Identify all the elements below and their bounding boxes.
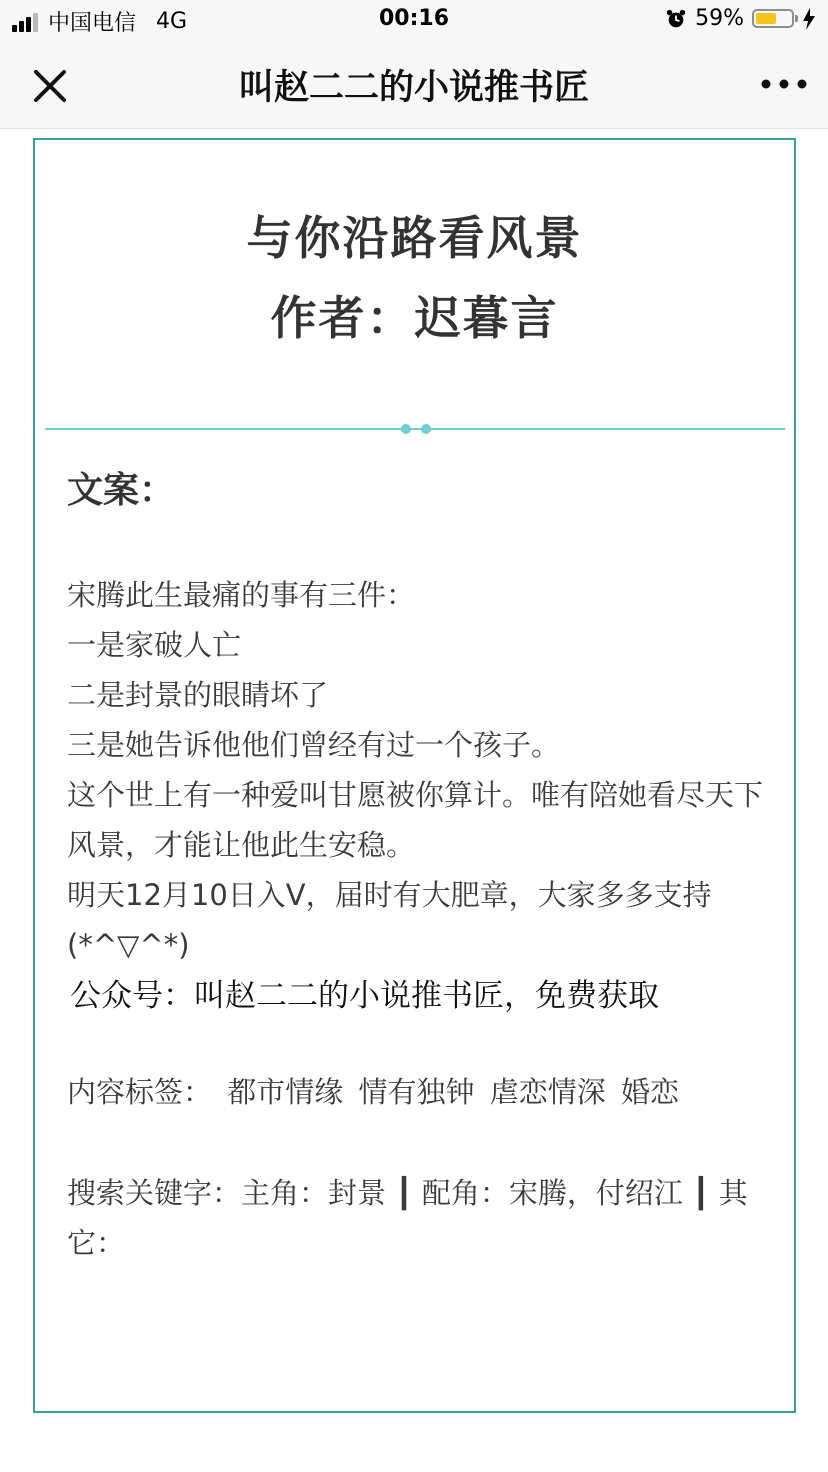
synopsis-line: 明天12月10日入V，届时有大肥章，大家多多支持(*^▽^*) (67, 878, 712, 962)
tag: 婚恋 (620, 1075, 679, 1109)
status-bar (0, 0, 828, 42)
close-button[interactable] (22, 58, 78, 114)
close-icon (22, 58, 78, 114)
book-title: 与你沿路看风景 (246, 211, 583, 265)
official-account-line: 公众号：叫赵二二的小说推书匠，免费获取 (70, 978, 659, 1014)
nav-bar (0, 42, 828, 129)
tag: 虐恋情深 (489, 1075, 606, 1109)
synopsis-line: 这个世上有一种爱叫甘愿被你算计。唯有陪她看尽天下风景，才能让他此生安稳。 (67, 778, 764, 862)
tag: 情有独钟 (358, 1075, 475, 1109)
article-card (33, 138, 796, 1413)
tag: 都市情缘 (227, 1075, 344, 1109)
status-right (665, 6, 816, 31)
battery-icon (752, 9, 794, 28)
page-title: 叫赵二二的小说推书匠 (238, 68, 589, 108)
synopsis-line: 宋腾此生最痛的事有三件： (67, 578, 416, 612)
network-type: 4G (156, 9, 188, 34)
content-tags-label: 内容标签： (67, 1075, 213, 1109)
more-dots-icon (756, 62, 812, 106)
alarm-clock-icon (665, 8, 687, 30)
search-keywords: 搜索关键字：主角：封景 ┃ 配角：宋腾，付绍江 ┃ 其它： (67, 1176, 748, 1260)
charging-bolt-icon (802, 8, 816, 30)
content-tags (67, 1070, 685, 1111)
synopsis-line: 二是封景的眼睛坏了 (67, 678, 329, 712)
divider-dot (421, 424, 431, 434)
battery-level-fill (756, 13, 776, 24)
book-author: 作者：迟暮言 (270, 291, 559, 345)
section-divider (45, 428, 785, 430)
synopsis-line: 三是她告诉他他们曾经有过一个孩子。 (67, 728, 561, 762)
status-time: 00:16 (378, 6, 450, 31)
synopsis-body (67, 570, 767, 970)
more-options-button[interactable] (756, 62, 812, 106)
synopsis-heading: 文案： (67, 470, 176, 511)
synopsis-line: 一是家破人亡 (67, 628, 242, 662)
carrier-name: 中国电信 (48, 11, 137, 36)
battery-percent: 59% (695, 6, 744, 31)
divider-dot (401, 424, 411, 434)
